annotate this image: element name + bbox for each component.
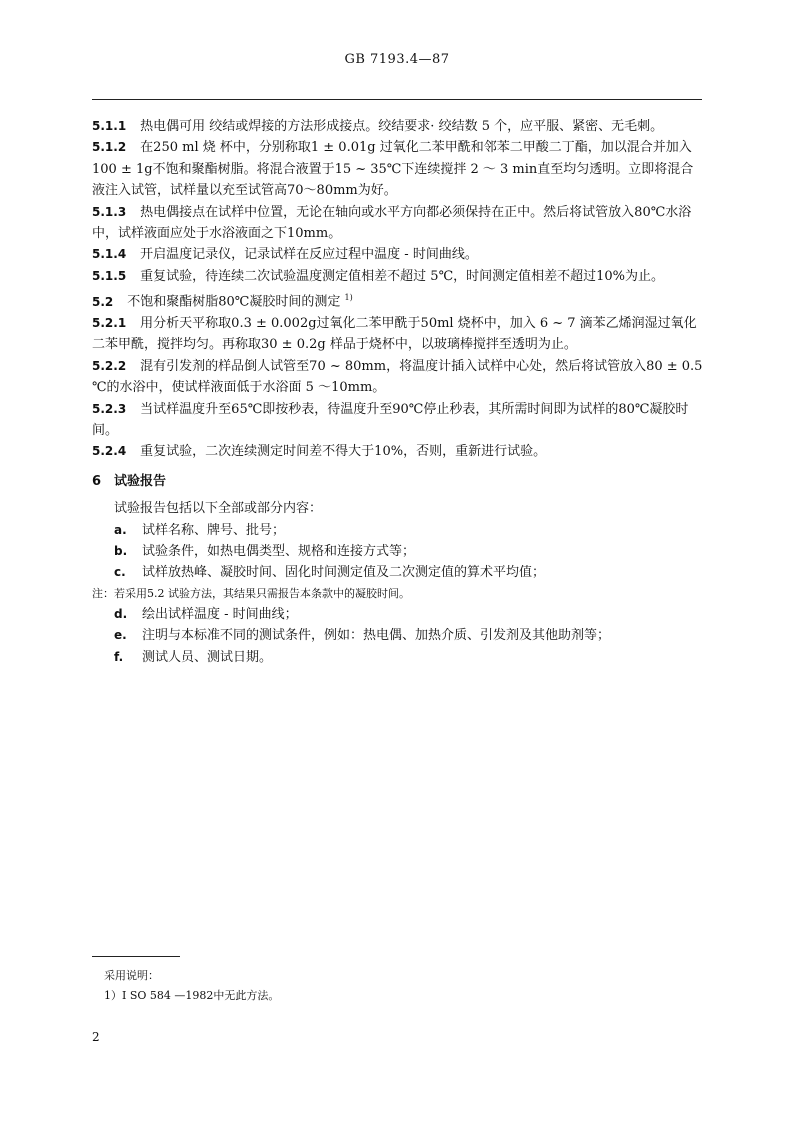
report-note: 注：若采用5.2 试验方法，其结果只需报告本条款中的凝胶时间。	[92, 586, 410, 600]
page-number: 2	[92, 1030, 100, 1044]
document-header	[0, 52, 794, 67]
paragraph-5-2-4: 5.2.4 重复试验，二次连续测定时间差不得大于10%，否则，重新进行试验。	[92, 444, 547, 460]
paragraph-5-1-5: 5.1.5 重复试验，待连续二次试验温度测定值相差不超过 5℃，时间测定值相差不超过10%为止。	[92, 268, 665, 284]
paragraph-5-2-3: 5.2.3 当试样温度升至65℃即按秒表，待温度升至90℃停止秒表，其所需时间即为试样的80℃凝胶时间。	[92, 401, 689, 439]
footnote-title: 采用说明：	[104, 969, 159, 982]
document-body	[92, 116, 704, 668]
paragraph-5-2-2: 5.2.2 混有引发剂的样品倒人试管至70 ~ 80mm，将温度计插入试样中心处，然后将试管放入80 ± 0.5 ℃的水浴中，使试样液面低于水浴面 5 ～10mm。	[92, 358, 703, 396]
paragraph-5-1-3: 5.1.3 热电偶接点在试样中位置，无论在轴向或水平方向都必须保持在正中。然后将试管放入80℃水浴中，试样液面应处于水浴液面之下10mm。	[92, 204, 692, 242]
section-6-intro: 试验报告包括以下全部或部分内容：	[114, 501, 323, 517]
paragraph-5-1-4: 5.1.4 开启温度记录仪，记录试样在反应过程中温度 - 时间曲线。	[92, 247, 478, 263]
document-id: GB 7193.4—87	[344, 52, 450, 67]
footnote-divider	[92, 956, 180, 957]
paragraph-5-1-1: 5.1.1 热电偶可用 绞结或焊接的方法形成接点。绞结要求· 绞结数 5 个，应平服、紧密、无毛刺。	[92, 119, 664, 134]
paragraph-5-1-2: 5.1.2 在250 ml 烧 杯中，分别称取1 ± 0.01g 过氧化二苯甲酰和邻苯二甲酸二丁酯，加以混合并加入100 ± 1g不饱和聚酯树脂。将混合液置于15 ~ 35℃下连续搅拌 2 ～ 3 min直至均匀透明。立即将混合液注入试管，试样量以充至试管高70～80mm为好。	[92, 140, 694, 199]
paragraph-5-2-1: 5.2.1 用分析天平称取0.3 ± 0.002g过氧化二苯甲酰于50ml 烧杯中，加入 6 ~ 7 滴苯乙烯润湿过氧化二苯甲酰，搅拌均匀。再称取30 ± 0.2g 样品于烧杯中，以玻璃棒搅拌至透明为止。	[92, 315, 697, 353]
footnote-marker: 1)	[344, 293, 353, 303]
list-item-b: b. 试验条件，如热电偶类型、规格和连接方式等；	[114, 544, 416, 560]
list-item-f: f. 测试人员、测试日期。	[114, 649, 273, 665]
footnote	[104, 966, 684, 1006]
list-item-d: d. 绘出试样温度 - 时间曲线；	[114, 606, 298, 622]
list-item-a: a. 试样名称、牌号、批号；	[114, 522, 286, 538]
footnote-text: 1）I SO 584 —1982中无此方法。	[104, 989, 280, 1002]
list-item-e: e. 注明与本标准不同的测试条件，例如：热电偶、加热介质、引发剂及其他助剂等；	[114, 628, 611, 644]
section-6-heading: 6 试验报告	[92, 473, 167, 489]
paragraph-5-2: 5.2 不饱和聚酯树脂80℃凝胶时间的测定 $^{1)}$	[92, 293, 353, 310]
list-item-c: c. 试样放热峰、凝胶时间、固化时间测定值及二次测定值的算术平均值；	[114, 565, 546, 581]
header-divider	[92, 99, 702, 100]
